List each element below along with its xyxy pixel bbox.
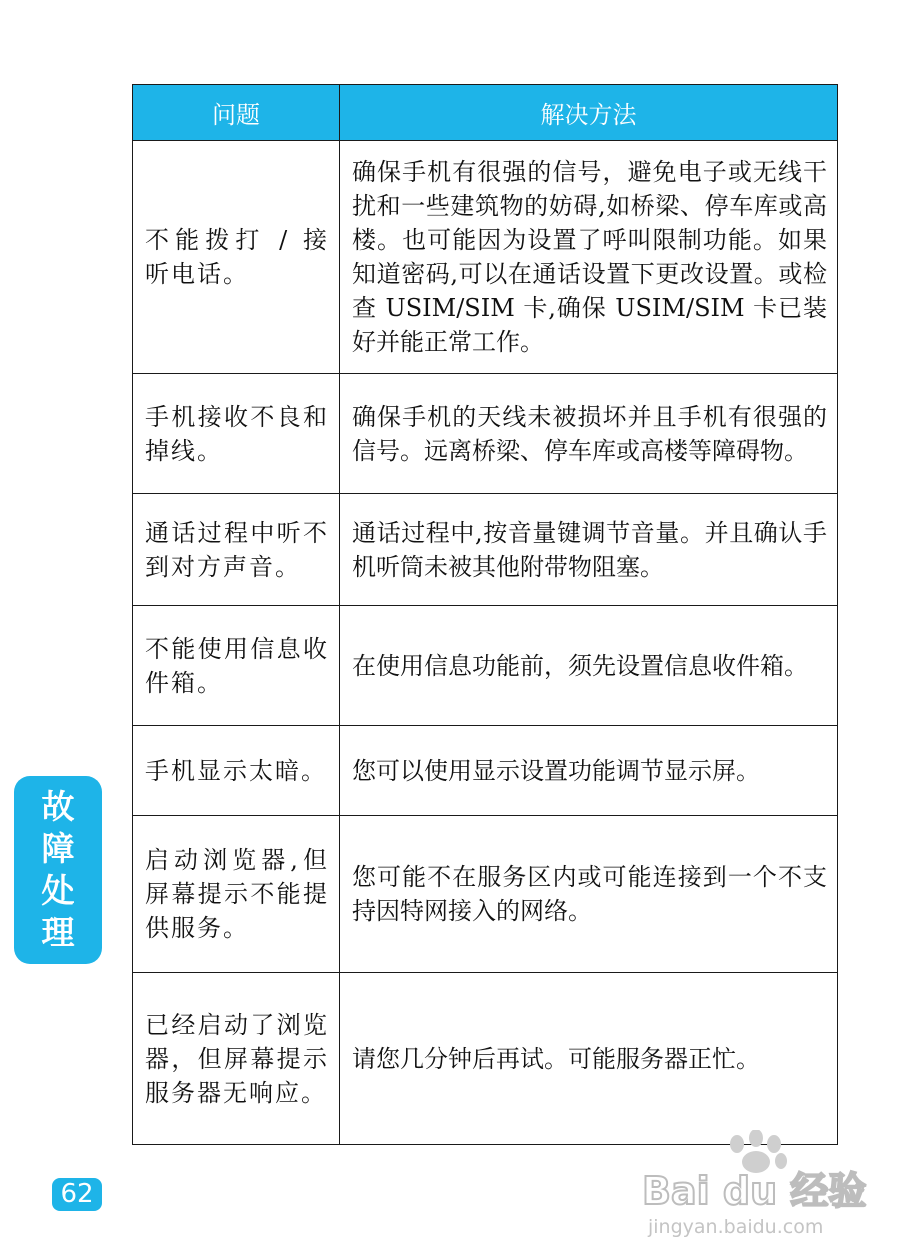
page-number: 62	[52, 1178, 102, 1211]
section-tab-label: 故障处理	[41, 787, 75, 952]
table-row	[133, 141, 838, 374]
table-header-row	[133, 85, 838, 141]
header-problem: 问题	[133, 85, 340, 141]
problem-cell: 不能使用信息收件箱。	[133, 606, 340, 726]
solution-cell: 请您几分钟后再试。可能服务器正忙。	[340, 973, 838, 1145]
solution-cell: 您可能不在服务区内或可能连接到一个不支持因特网接入的网络。	[340, 816, 838, 973]
problem-cell: 不能拨打 / 接听电话。	[133, 141, 340, 374]
section-tab	[14, 776, 102, 964]
solution-cell: 确保手机的天线未被损坏并且手机有很强的信号。远离桥梁、停车库或高楼等障碍物。	[340, 374, 838, 494]
problem-cell: 通话过程中听不到对方声音。	[133, 494, 340, 606]
watermark-url: jingyan.baidu.com	[648, 1216, 824, 1238]
problem-cell: 已经启动了浏览器，但屏幕提示服务器无响应。	[133, 973, 340, 1145]
paw-icon	[730, 1130, 787, 1173]
table-row	[133, 973, 838, 1145]
troubleshooting-table	[132, 84, 838, 1145]
table-row	[133, 726, 838, 816]
solution-cell: 确保手机有很强的信号，避免电子或无线干扰和一些建筑物的妨碍,如桥梁、停车库或高楼。也可能因为设置了呼叫限制功能。如果知道密码,可以在通话设置下更改设置。或检查 USIM/SIM 卡,确保 USIM/SIM 卡已装好并能正常工作。	[340, 141, 838, 374]
watermark-logo: Bai du 经验	[642, 1169, 867, 1213]
table-row	[133, 494, 838, 606]
table-row	[133, 816, 838, 973]
table-row	[133, 606, 838, 726]
solution-cell: 您可以使用显示设置功能调节显示屏。	[340, 726, 838, 816]
solution-cell: 通话过程中,按音量键调节音量。并且确认手机听筒未被其他附带物阻塞。	[340, 494, 838, 606]
problem-cell: 启动浏览器,但屏幕提示不能提供服务。	[133, 816, 340, 973]
table-row	[133, 374, 838, 494]
header-solution: 解决方法	[340, 85, 838, 141]
solution-cell: 在使用信息功能前，须先设置信息收件箱。	[340, 606, 838, 726]
problem-cell: 手机显示太暗。	[133, 726, 340, 816]
baidu-jingyan-watermark	[640, 1130, 870, 1240]
problem-cell: 手机接收不良和掉线。	[133, 374, 340, 494]
